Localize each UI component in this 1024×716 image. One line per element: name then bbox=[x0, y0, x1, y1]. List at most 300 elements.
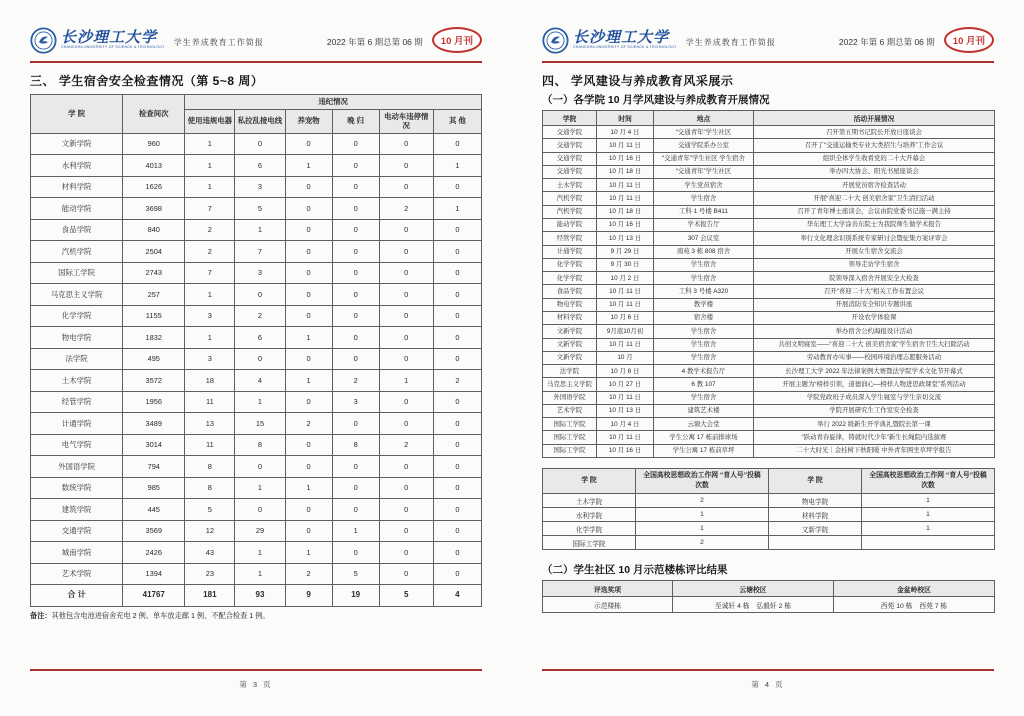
table-cell: 2 bbox=[379, 434, 433, 456]
table-row bbox=[543, 338, 995, 351]
col-time: 时间 bbox=[597, 111, 654, 126]
table-cell: 法学院 bbox=[543, 365, 597, 378]
table-row bbox=[543, 126, 995, 139]
table-row bbox=[543, 258, 995, 271]
table-row bbox=[31, 327, 482, 349]
table-cell: 8 bbox=[235, 434, 285, 456]
table-cell: 0 bbox=[379, 563, 433, 585]
table-row bbox=[31, 133, 482, 155]
table-cell: 1 bbox=[285, 542, 332, 564]
table-cell: 10 月 8 日 bbox=[597, 365, 654, 378]
col-violation-pets: 养宠物 bbox=[285, 109, 332, 133]
table-cell: 10 月 18 日 bbox=[597, 165, 654, 178]
table-cell: 学生公寓 17 栋前排球场 bbox=[654, 431, 754, 444]
col-award: 评选奖项 bbox=[543, 581, 673, 597]
table-cell: 水利学院 bbox=[31, 155, 123, 177]
table-row bbox=[543, 205, 995, 218]
table-cell: 1 bbox=[285, 477, 332, 499]
table-cell: 985 bbox=[123, 477, 185, 499]
table-cell: 0 bbox=[235, 133, 285, 155]
table-cell: 汽机学院 bbox=[543, 205, 597, 218]
table-row bbox=[31, 284, 482, 306]
table-cell: 学院开展研究生工作室安全检查 bbox=[754, 404, 995, 417]
table-cell: 食品学院 bbox=[543, 285, 597, 298]
table-cell: 院领导深入宿舍开展安全大检查 bbox=[754, 272, 995, 285]
table-row bbox=[31, 219, 482, 241]
table-cell: 8 bbox=[332, 434, 379, 456]
total-late: 19 bbox=[332, 585, 379, 607]
table-cell: 学生宿舍 bbox=[654, 338, 754, 351]
table-row bbox=[543, 391, 995, 404]
table-cell: 10 月 11 日 bbox=[597, 179, 654, 192]
table-cell: 0 bbox=[433, 542, 481, 564]
month-badge: 10 月刊 bbox=[944, 27, 994, 53]
table-cell: 长沙理工大学 2022 年法律案例大赛暨法学院学术文化节开幕式 bbox=[754, 365, 995, 378]
issue-info: 2022 年第 6 期总第 06 期 bbox=[838, 36, 935, 47]
table-cell: 0 bbox=[433, 434, 481, 456]
table-cell: 3 bbox=[235, 262, 285, 284]
table-cell: 23 bbox=[185, 563, 235, 585]
table-cell: 1832 bbox=[123, 327, 185, 349]
table-cell: 6 bbox=[235, 155, 285, 177]
table-cell: 2743 bbox=[123, 262, 185, 284]
table-cell: 1 bbox=[235, 391, 285, 413]
table-cell: 6 bbox=[235, 327, 285, 349]
table-cell: 0 bbox=[379, 327, 433, 349]
table-cell: 10 月 bbox=[597, 351, 654, 364]
table-cell: 云塘大会堂 bbox=[654, 418, 754, 431]
table-cell: 土木学院 bbox=[31, 370, 123, 392]
section-title-style-building: 四、 学风建设与养成教育风采展示 bbox=[542, 74, 734, 88]
table-row bbox=[543, 444, 995, 457]
col-activity: 活动开展情况 bbox=[754, 111, 995, 126]
table-cell: 0 bbox=[433, 133, 481, 155]
table-cell: “跃动青春旋律，铸就时代少年”新生长绳院内选拔赛 bbox=[754, 431, 995, 444]
dorm-safety-table bbox=[30, 94, 482, 607]
table-cell: 10 月 16 日 bbox=[597, 152, 654, 165]
table-row bbox=[31, 434, 482, 456]
table-row bbox=[31, 413, 482, 435]
table-cell: 南苑 3 栋 808 宿舍 bbox=[654, 245, 754, 258]
table-cell: 3014 bbox=[123, 434, 185, 456]
table-row bbox=[543, 218, 995, 231]
total-appliance: 181 bbox=[185, 585, 235, 607]
table-cell: 0 bbox=[235, 284, 285, 306]
table-cell: 0 bbox=[379, 176, 433, 198]
table-cell: 0 bbox=[285, 520, 332, 542]
table-cell: 0 bbox=[433, 219, 481, 241]
table-cell: 1 bbox=[862, 522, 995, 536]
col-violation-other: 其 他 bbox=[433, 109, 481, 133]
table-cell: 10 月 6 日 bbox=[597, 311, 654, 324]
table-cell: 开展“喜迎二十大 创美宿舍家”卫生清扫活动 bbox=[754, 192, 995, 205]
table-cell: 2 bbox=[636, 494, 769, 508]
table-cell: 物电学院 bbox=[543, 298, 597, 311]
table-cell: 9 月 30 日 bbox=[597, 258, 654, 271]
table-cell: 0 bbox=[285, 391, 332, 413]
university-name: 长沙理工大学 bbox=[573, 28, 670, 47]
col-college: 学 院 bbox=[31, 95, 123, 134]
table-cell: 化学学院 bbox=[543, 522, 636, 536]
table-cell: 举行文化理念识别系统专家研讨会暨征集方案评审会 bbox=[754, 232, 995, 245]
table-cell: 0 bbox=[379, 133, 433, 155]
table-cell: 0 bbox=[433, 563, 481, 585]
table-cell: 1 bbox=[636, 522, 769, 536]
table-cell: 1 bbox=[185, 155, 235, 177]
table-cell bbox=[769, 536, 862, 550]
table-cell: 0 bbox=[379, 477, 433, 499]
table-cell: 示范楼栋 bbox=[543, 597, 673, 613]
table-cell: 学生党员宿舍 bbox=[654, 179, 754, 192]
table-cell: 12 bbox=[185, 520, 235, 542]
table-cell: 0 bbox=[235, 456, 285, 478]
table-cell: 学生宿舍 bbox=[654, 272, 754, 285]
table-cell: 10 月 18 日 bbox=[597, 205, 654, 218]
table-cell: 7 bbox=[185, 262, 235, 284]
total-label: 合 计 bbox=[31, 585, 123, 607]
table-cell: 10 月 11 日 bbox=[597, 298, 654, 311]
table-cell: 0 bbox=[332, 241, 379, 263]
submission-count-table bbox=[542, 468, 995, 550]
table-cell: 0 bbox=[332, 499, 379, 521]
footer-rule bbox=[30, 669, 482, 671]
table-cell: 0 bbox=[433, 413, 481, 435]
table-cell: 8 bbox=[185, 456, 235, 478]
table-cell: 9 月 29 日 bbox=[597, 245, 654, 258]
table-cell: 学生宿舍 bbox=[654, 351, 754, 364]
table-row bbox=[543, 431, 995, 444]
footer-rule bbox=[542, 669, 994, 671]
total-row bbox=[31, 585, 482, 607]
table-cell: 0 bbox=[379, 241, 433, 263]
total-ebike: 5 bbox=[379, 585, 433, 607]
table-cell: 2 bbox=[332, 370, 379, 392]
table-cell: 学术报告厅 bbox=[654, 218, 754, 231]
table-cell: 交通学院 bbox=[543, 152, 597, 165]
table-cell: 化学学院 bbox=[543, 258, 597, 271]
award-table-header bbox=[543, 581, 995, 597]
col-count-a: 全国高校思想政治工作网 “育人号”投稿次数 bbox=[636, 469, 769, 494]
table-cell: 10 月 16 日 bbox=[597, 218, 654, 231]
table-row bbox=[543, 597, 995, 613]
table-cell: 交通学院 bbox=[543, 165, 597, 178]
table-cell: 0 bbox=[332, 327, 379, 349]
table-cell: 开展女生宿舍交流会 bbox=[754, 245, 995, 258]
table-cell: 1626 bbox=[123, 176, 185, 198]
table-cell: 0 bbox=[285, 176, 332, 198]
table-cell: 1 bbox=[235, 542, 285, 564]
table-cell: 4 bbox=[235, 370, 285, 392]
table-cell: 0 bbox=[235, 348, 285, 370]
submission-table-body bbox=[543, 494, 995, 550]
table-cell: 0 bbox=[433, 327, 481, 349]
table-cell: 0 bbox=[332, 133, 379, 155]
table-cell: 学生宿舍 bbox=[654, 258, 754, 271]
table-row bbox=[31, 198, 482, 220]
table-cell: 4 教学术报告厅 bbox=[654, 365, 754, 378]
table-cell: 宿舍楼 bbox=[654, 311, 754, 324]
issue-info: 2022 年第 6 期总第 06 期 bbox=[326, 36, 423, 47]
table-cell: 1 bbox=[285, 327, 332, 349]
bulletin-title: 学生养成教育工作简报 bbox=[685, 37, 776, 47]
table-cell: 学生宿舍 bbox=[654, 391, 754, 404]
table-row bbox=[543, 522, 995, 536]
table-cell: 材料学院 bbox=[543, 311, 597, 324]
table-row bbox=[543, 494, 995, 508]
table-row bbox=[31, 391, 482, 413]
col-count-b: 全国高校思想政治工作网 “育人号”投稿次数 bbox=[862, 469, 995, 494]
table-cell: 外国语学院 bbox=[543, 391, 597, 404]
table-cell: 2 bbox=[285, 413, 332, 435]
table-cell: 召开了青年博士座谈会，会议由院党委书记施一满主持 bbox=[754, 205, 995, 218]
table-cell: 1956 bbox=[123, 391, 185, 413]
table-cell: 0 bbox=[433, 284, 481, 306]
subsection2-title: （二）学生社区 10 月示范楼栋评比结果 bbox=[542, 564, 728, 577]
table-cell: 召开了“交通运输类专业大类招生与培养”工作会议 bbox=[754, 139, 995, 152]
table-row bbox=[543, 508, 995, 522]
table-cell: 5 bbox=[235, 198, 285, 220]
table-cell: 10 月 11 日 bbox=[597, 391, 654, 404]
table-cell: 13 bbox=[185, 413, 235, 435]
table-cell: 0 bbox=[379, 499, 433, 521]
table-cell: 10 月 11 日 bbox=[597, 285, 654, 298]
table-cell: 3489 bbox=[123, 413, 185, 435]
table-row bbox=[31, 456, 482, 478]
table-cell: 2 bbox=[185, 219, 235, 241]
table-cell: 1394 bbox=[123, 563, 185, 585]
table-cell: 0 bbox=[379, 391, 433, 413]
table-cell: 文新学院 bbox=[543, 351, 597, 364]
table-cell: 0 bbox=[379, 456, 433, 478]
table-cell: 0 bbox=[379, 262, 433, 284]
table-cell: 1 bbox=[235, 219, 285, 241]
table-cell: “交通青年”学生社区 bbox=[654, 126, 754, 139]
table-cell: 0 bbox=[332, 155, 379, 177]
table-row bbox=[543, 378, 995, 391]
table-cell: 307 会议室 bbox=[654, 232, 754, 245]
dorm-safety-table-header bbox=[31, 95, 482, 134]
table-cell: 建筑艺术楼 bbox=[654, 404, 754, 417]
col-violation-ebike: 电动车违停情况 bbox=[379, 109, 433, 133]
table-row bbox=[543, 418, 995, 431]
table-row bbox=[31, 520, 482, 542]
table-cell: 二十大时光｜金桂树下秋阳暖 中外青年围坐草坪学报告 bbox=[754, 444, 995, 457]
university-logo-icon bbox=[30, 27, 57, 54]
table-cell: 7 bbox=[185, 198, 235, 220]
table-cell: 交通学院 bbox=[543, 126, 597, 139]
page-number: 第 3 页 bbox=[239, 680, 273, 689]
col-inspections: 检查间次 bbox=[123, 95, 185, 134]
table-cell: 0 bbox=[379, 155, 433, 177]
university-name: 长沙理工大学 bbox=[61, 28, 158, 47]
table-cell: 交通学院 bbox=[543, 139, 597, 152]
table-cell: 0 bbox=[332, 305, 379, 327]
table-cell: 国际工学院 bbox=[543, 431, 597, 444]
table-cell: 1 bbox=[185, 133, 235, 155]
table-cell: 计通学院 bbox=[543, 245, 597, 258]
table-cell: 汽机学院 bbox=[543, 192, 597, 205]
note-label: 备注： bbox=[30, 610, 52, 620]
table-cell: 5 bbox=[332, 563, 379, 585]
table-cell: 0 bbox=[285, 262, 332, 284]
table-cell: 领导走访学生宿舍 bbox=[754, 258, 995, 271]
table-row bbox=[543, 232, 995, 245]
table-cell: 能动学院 bbox=[543, 218, 597, 231]
table-cell: 3698 bbox=[123, 198, 185, 220]
table-cell: 国际工学院 bbox=[543, 444, 597, 457]
section-title-dorm-safety: 三、 学生宿舍安全检查情况（第 5~8 周） bbox=[30, 74, 264, 88]
table-row bbox=[543, 285, 995, 298]
table-row bbox=[31, 262, 482, 284]
total-wiring: 93 bbox=[235, 585, 285, 607]
table-cell: 土木学院 bbox=[543, 494, 636, 508]
table-cell: 城南学院 bbox=[31, 542, 123, 564]
table-row bbox=[31, 241, 482, 263]
table-cell: 学院党政班子成员深入学生寝室与学生亲切交流 bbox=[754, 391, 995, 404]
university-logo-icon bbox=[542, 27, 569, 54]
table-cell: 1 bbox=[433, 198, 481, 220]
col-jinpenling: 金盆岭校区 bbox=[834, 581, 995, 597]
table-cell: 组织全体学生收看党的二十大开幕会 bbox=[754, 152, 995, 165]
table-row bbox=[31, 155, 482, 177]
table-cell: 10 月 11 日 bbox=[597, 139, 654, 152]
table-cell: 11 bbox=[185, 434, 235, 456]
table-cell: 495 bbox=[123, 348, 185, 370]
table-row bbox=[543, 536, 995, 550]
page-number: 第 4 页 bbox=[751, 680, 785, 689]
col-yuntang: 云塘校区 bbox=[673, 581, 834, 597]
table-cell: 0 bbox=[285, 133, 332, 155]
table-cell: 0 bbox=[433, 305, 481, 327]
table-row bbox=[543, 152, 995, 165]
table-cell: “交通青年”学生社区 bbox=[654, 165, 754, 178]
table-cell: 5 bbox=[185, 499, 235, 521]
table-row bbox=[31, 370, 482, 392]
table-cell: 2504 bbox=[123, 241, 185, 263]
table-cell: 1 bbox=[379, 370, 433, 392]
activity-table bbox=[542, 110, 995, 458]
table-cell: 1 bbox=[285, 155, 332, 177]
table-cell: 经管学院 bbox=[31, 391, 123, 413]
table-row bbox=[31, 477, 482, 499]
table-cell: 1 bbox=[185, 327, 235, 349]
month-badge: 10 月刊 bbox=[432, 27, 482, 53]
table-cell: 举办宿舍公约海报设计活动 bbox=[754, 325, 995, 338]
table-cell: 工科 1 号楼 B411 bbox=[654, 205, 754, 218]
table-row bbox=[543, 165, 995, 178]
table-cell: 4013 bbox=[123, 155, 185, 177]
table-cell: 开展主题为“榜样引领，道德润心—榜样人物进思政课堂”系列活动 bbox=[754, 378, 995, 391]
table-cell: 交通学院系办公室 bbox=[654, 139, 754, 152]
table-cell: 劳动教育办实事——校园环境治理志愿服务活动 bbox=[754, 351, 995, 364]
subsection1-title: （一）各学院 10 月学风建设与养成教育开展情况 bbox=[542, 94, 770, 106]
table-cell: 0 bbox=[332, 176, 379, 198]
table-cell: 学生宿舍 bbox=[654, 325, 754, 338]
table-cell: 化学学院 bbox=[543, 272, 597, 285]
table-cell: 10 月 4 日 bbox=[597, 126, 654, 139]
table-cell: 0 bbox=[379, 348, 433, 370]
table-cell: 计通学院 bbox=[31, 413, 123, 435]
table-cell: 0 bbox=[433, 477, 481, 499]
total-pets: 9 bbox=[285, 585, 332, 607]
table-cell: 3 bbox=[235, 176, 285, 198]
table-cell: 3 bbox=[185, 305, 235, 327]
table-cell: 国际工学院 bbox=[31, 262, 123, 284]
table-cell: 召开“喜迎二十大”相关工作布置会议 bbox=[754, 285, 995, 298]
table-cell: 食品学院 bbox=[31, 219, 123, 241]
table-cell: 10 月 4 日 bbox=[597, 418, 654, 431]
masthead bbox=[30, 22, 482, 58]
table-row bbox=[543, 139, 995, 152]
table-cell: 0 bbox=[379, 305, 433, 327]
table-cell: 10 月 11 日 bbox=[597, 192, 654, 205]
table-cell: 0 bbox=[285, 305, 332, 327]
table-cell: 0 bbox=[332, 477, 379, 499]
table-cell: 开展党员宿舍检查活动 bbox=[754, 179, 995, 192]
table-cell: 0 bbox=[285, 219, 332, 241]
table-cell: 物电学院 bbox=[769, 494, 862, 508]
table-cell: 10 月 2 日 bbox=[597, 272, 654, 285]
table-cell: 2 bbox=[185, 241, 235, 263]
table-cell: 10 月 27 日 bbox=[597, 378, 654, 391]
table-cell: 1 bbox=[185, 176, 235, 198]
table-row bbox=[31, 499, 482, 521]
table-cell: 国际工学院 bbox=[543, 418, 597, 431]
table-cell: 数统学院 bbox=[31, 477, 123, 499]
table-cell: 18 bbox=[185, 370, 235, 392]
table-cell: 艺术学院 bbox=[543, 404, 597, 417]
total-inspections: 41767 bbox=[123, 585, 185, 607]
table-cell: 0 bbox=[285, 434, 332, 456]
table-cell: 交通学院 bbox=[31, 520, 123, 542]
col-violations-group: 违纪情况 bbox=[185, 95, 482, 110]
table-cell: 0 bbox=[433, 176, 481, 198]
col-violation-wiring: 私拉乱接电线 bbox=[235, 109, 285, 133]
table-row bbox=[543, 298, 995, 311]
table-row bbox=[543, 365, 995, 378]
table-cell: 马克思主义学院 bbox=[31, 284, 123, 306]
table-cell: 10 月 13 日 bbox=[597, 232, 654, 245]
table-cell bbox=[862, 536, 995, 550]
table-cell: 学生公寓 17 栋前草坪 bbox=[654, 444, 754, 457]
table-cell: 0 bbox=[433, 262, 481, 284]
table-cell: 0 bbox=[285, 241, 332, 263]
table-cell: 0 bbox=[332, 456, 379, 478]
col-location: 地点 bbox=[654, 111, 754, 126]
table-cell: 0 bbox=[285, 348, 332, 370]
table-cell: 教学楼 bbox=[654, 298, 754, 311]
table-cell: 10 月 13 日 bbox=[597, 404, 654, 417]
table-cell: 法学院 bbox=[31, 348, 123, 370]
masthead-rule bbox=[542, 61, 994, 63]
table-cell: 国际工学院 bbox=[543, 536, 636, 550]
table-cell: 840 bbox=[123, 219, 185, 241]
table-row bbox=[543, 325, 995, 338]
activity-table-header bbox=[543, 111, 995, 126]
table-cell: 共创文明寝室——“喜迎二十大 创美宿舍家”学生宿舍卫生大扫除活动 bbox=[754, 338, 995, 351]
table-cell: 0 bbox=[332, 284, 379, 306]
table-cell: 水利学院 bbox=[543, 508, 636, 522]
table-cell: 材料学院 bbox=[769, 508, 862, 522]
col-college: 学院 bbox=[543, 111, 597, 126]
table-cell: 文新学院 bbox=[31, 133, 123, 155]
table-cell: 2 bbox=[285, 563, 332, 585]
table-cell: 华东理工大学涂善东院士为我院师生做学术报告 bbox=[754, 218, 995, 231]
dorm-safety-table-body bbox=[31, 133, 482, 585]
award-table-body bbox=[543, 597, 995, 613]
table-cell: 6 教 107 bbox=[654, 378, 754, 391]
table-row bbox=[543, 311, 995, 324]
